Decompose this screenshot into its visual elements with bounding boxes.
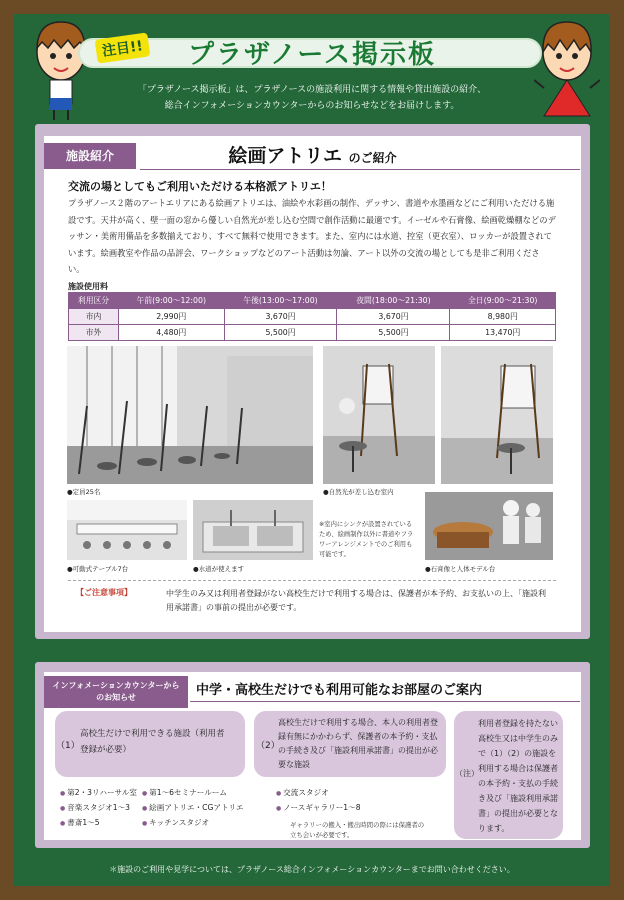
photo-caption: ●水道が使えます bbox=[193, 565, 245, 573]
fee-header-cell: 午前(9:00〜12:00) bbox=[119, 293, 225, 309]
attention-tag: 注目!! bbox=[95, 32, 151, 63]
box-text: 高校生だけで利用する場合、本人の利用者登録有無にかかわらず、保護者の本予約・支払の手続き及び「施設利用承諾書」の提出が必要な施設 bbox=[278, 718, 438, 769]
info-label: インフォメーションカウンターからのお知らせ bbox=[44, 676, 188, 708]
list-item: ● キッチンスタジオ bbox=[142, 816, 244, 831]
info-divider bbox=[190, 701, 580, 702]
fee-cell: 2,990円 bbox=[119, 309, 225, 325]
plaster-statue-photo bbox=[425, 492, 553, 560]
fee-row-label: 市内 bbox=[69, 309, 119, 325]
fee-cell: 5,500円 bbox=[337, 325, 450, 341]
guardian-facility-list bbox=[276, 786, 361, 816]
list-item: ● 交流スタジオ bbox=[276, 786, 361, 801]
fee-cell: 8,980円 bbox=[450, 309, 556, 325]
movable-tables-photo bbox=[67, 500, 187, 560]
list-item: ● 第2・3リハーサル室 bbox=[60, 786, 137, 801]
caution-text: 中学生のみ又は利用者登録がない高校生だけで利用する場合は、保護者が本予約、お支払いの上、「施設利用承諾書」の事前の提出が必要です。 bbox=[166, 589, 546, 612]
table-row bbox=[69, 325, 556, 341]
caution-label: 【ご注意事項】 bbox=[76, 588, 132, 597]
facility-lead: 交流の場としてもご利用いただける本格派アトリエ！ bbox=[68, 180, 332, 193]
table-row bbox=[69, 309, 556, 325]
intro-text bbox=[90, 82, 534, 114]
facility-description: プラザノース２階のアートエリアにある絵画アトリエは、油絵や水彩画の制作、デッサン、書道や水墨画などにご利用いただける施設です。天井が高く、壁一面の窓から優しい自然光が差し込む空間で創作活動に最適です。イーゼルや石膏像、絵画乾燥棚などのデッサン・美術用備品を多数揃えており、すべて無料で使用できます。また、室内には水道、控室（更衣室）、ロッカーが設置されています。絵画教室や作品の品評会、ワークショップなどのアート活動は勿論、アート以外の交流の場としても是非ご利用ください。 bbox=[68, 198, 556, 275]
facility-title bbox=[44, 141, 581, 168]
facility-title-main: 絵画アトリエ bbox=[228, 145, 342, 167]
fee-header-cell: 全日(9:00〜21:30) bbox=[450, 293, 556, 309]
list-item: ● 絵画アトリエ・CGアトリエ bbox=[142, 801, 244, 816]
fee-cell: 13,470円 bbox=[450, 325, 556, 341]
facility-list-left bbox=[60, 786, 137, 831]
photo-caption: ●石膏像と人体モデル台 bbox=[425, 565, 496, 573]
list-item: ● 音楽スタジオ1〜3 bbox=[60, 801, 137, 816]
natural-light-room-photo bbox=[323, 346, 435, 484]
fee-row-label: 市外 bbox=[69, 325, 119, 341]
fee-header-cell: 午後(13:00〜17:00) bbox=[224, 293, 337, 309]
fee-header-cell: 夜間(18:00〜21:30) bbox=[337, 293, 450, 309]
facility-list-right bbox=[142, 786, 244, 831]
facility-title-suffix: のご紹介 bbox=[348, 151, 397, 165]
list-item: ● ノースギャラリー1〜8 bbox=[276, 801, 361, 816]
list-item: ● 書斎1〜5 bbox=[60, 816, 137, 831]
fee-header-cell: 利用区分 bbox=[69, 293, 119, 309]
box-number: （1） bbox=[56, 741, 80, 751]
photo-caption: ●可動式テーブル7台 bbox=[67, 565, 129, 573]
fee-cell: 5,500円 bbox=[224, 325, 337, 341]
fee-cell: 4,480円 bbox=[119, 325, 225, 341]
fee-cell: 3,670円 bbox=[337, 309, 450, 325]
footer-note: ＊施設のご利用や見学については、プラザノース総合インフォメーションカウンターまでお問い合わせください。 bbox=[109, 865, 515, 874]
gallery-note: ギャラリーの搬入・搬出時間の際には保護者の立ち会いが必要です。 bbox=[290, 821, 425, 839]
fee-cell: 3,670円 bbox=[224, 309, 337, 325]
intro-line-1: 「プラザノース掲示板」は、プラザノースの施設利用に関する情報や貸出施設の紹介、 bbox=[137, 85, 487, 95]
board-title: プラザノース掲示板 bbox=[187, 40, 437, 70]
sink-photo bbox=[193, 500, 313, 560]
list-item: ● 第1〜6セミナールーム bbox=[142, 786, 244, 801]
box-number: （注） bbox=[455, 769, 479, 778]
box-number: （2） bbox=[256, 741, 280, 751]
facility-label: 施設紹介 bbox=[44, 143, 136, 169]
easel-and-stool-photo bbox=[441, 346, 553, 484]
fee-table-title: 施設使用料 bbox=[68, 282, 108, 291]
fee-table bbox=[68, 292, 556, 341]
sink-note: ※室内にシンクが設置されているため、絵画制作以外に書道やフラワーアレンジメントでのご利用も可能です。 bbox=[319, 521, 414, 558]
intro-line-2: 総合インフォメーションカウンターからのお知らせなどをお届けします。 bbox=[164, 101, 460, 111]
atelier-room-photo bbox=[67, 346, 313, 484]
photo-caption: ●自然光が差し込む室内 bbox=[323, 488, 394, 496]
photo-caption: ●定員25名 bbox=[67, 488, 101, 496]
box-text: 高校生だけで利用できる施設（利用者登録が必要） bbox=[80, 729, 225, 755]
caution-box bbox=[68, 580, 556, 620]
info-title: 中学・高校生だけでも利用可能なお部屋のご案内 bbox=[196, 683, 483, 698]
box-text: 利用者登録を持たない高校生又は中学生のみで（1）（2）の施設を利用する場合は保護者の本予約・支払の手続き及び「施設利用承諾書」の提出が必要となります。 bbox=[478, 719, 558, 833]
fee-table-header bbox=[69, 293, 556, 309]
title-divider bbox=[140, 169, 580, 170]
